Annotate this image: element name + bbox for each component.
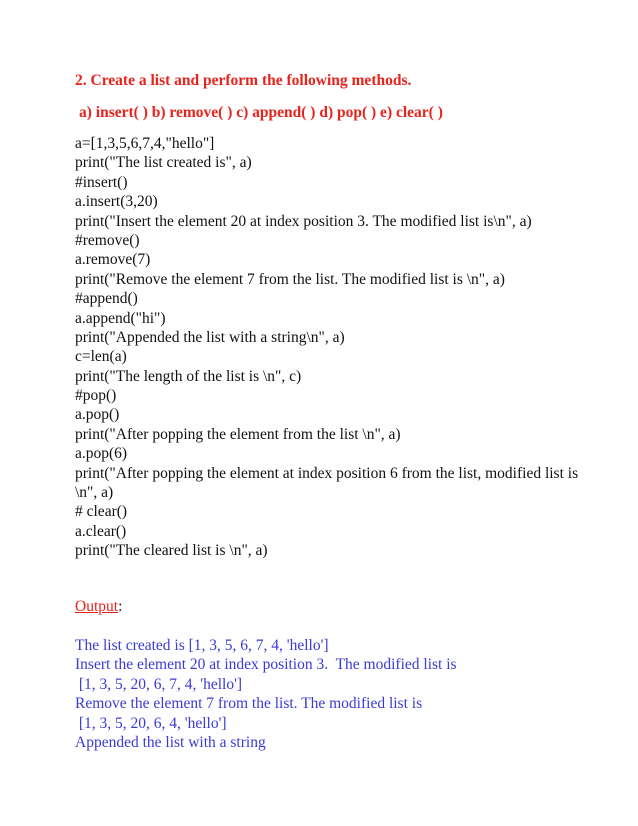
output-line: Insert the element 20 at index position 3. The modified list is bbox=[75, 656, 457, 674]
code-line: #remove() bbox=[75, 231, 140, 249]
question-heading: 2. Create a list and perform the following methods. bbox=[75, 72, 412, 89]
code-line: print("The length of the list is \n", c) bbox=[75, 367, 302, 385]
code-line: \n", a) bbox=[75, 484, 114, 502]
code-line: #append() bbox=[75, 290, 138, 308]
code-line: print("The cleared list is \n", a) bbox=[75, 542, 268, 560]
code-line: print("The list created is", a) bbox=[75, 154, 252, 172]
code-block bbox=[75, 134, 579, 561]
output-line: Appended the list with a string bbox=[75, 733, 266, 751]
code-line: a.pop() bbox=[75, 406, 120, 424]
code-line: c=len(a) bbox=[75, 348, 127, 366]
code-line: a.append("hi") bbox=[75, 309, 166, 327]
code-line: a.clear() bbox=[75, 522, 127, 540]
code-line: print("Remove the element 7 from the list. The modified list is \n", a) bbox=[75, 270, 505, 288]
code-line: print("After popping the element from the list \n", a) bbox=[75, 425, 401, 443]
code-line: print("After popping the element at index position 6 from the list, modified list is bbox=[75, 464, 579, 482]
code-line: #insert() bbox=[75, 173, 128, 191]
code-line: a.insert(3,20) bbox=[75, 193, 158, 211]
code-line: a.pop(6) bbox=[75, 445, 128, 463]
output-line: Remove the element 7 from the list. The modified list is bbox=[75, 695, 423, 713]
code-line: #pop() bbox=[75, 387, 117, 405]
output-colon: : bbox=[118, 598, 123, 615]
output-line: The list created is [1, 3, 5, 6, 7, 4, 'hello'] bbox=[75, 637, 329, 654]
output-line: [1, 3, 5, 20, 6, 4, 'hello'] bbox=[75, 714, 227, 732]
output-block bbox=[75, 636, 457, 752]
code-line: print("Appended the list with a string\n", a) bbox=[75, 328, 345, 346]
code-line: print("Insert the element 20 at index position 3. The modified list is\n", a) bbox=[75, 212, 532, 230]
output-heading bbox=[75, 598, 122, 616]
code-line: # clear() bbox=[75, 503, 128, 521]
methods-list: a) insert( ) b) remove( ) c) append( ) d) pop( ) e) clear( ) bbox=[79, 104, 443, 121]
code-line: a.remove(7) bbox=[75, 251, 151, 269]
output-line: [1, 3, 5, 20, 6, 7, 4, 'hello'] bbox=[75, 675, 243, 693]
code-line: a=[1,3,5,6,7,4,"hello"] bbox=[75, 135, 215, 152]
output-label: Output bbox=[75, 598, 119, 615]
